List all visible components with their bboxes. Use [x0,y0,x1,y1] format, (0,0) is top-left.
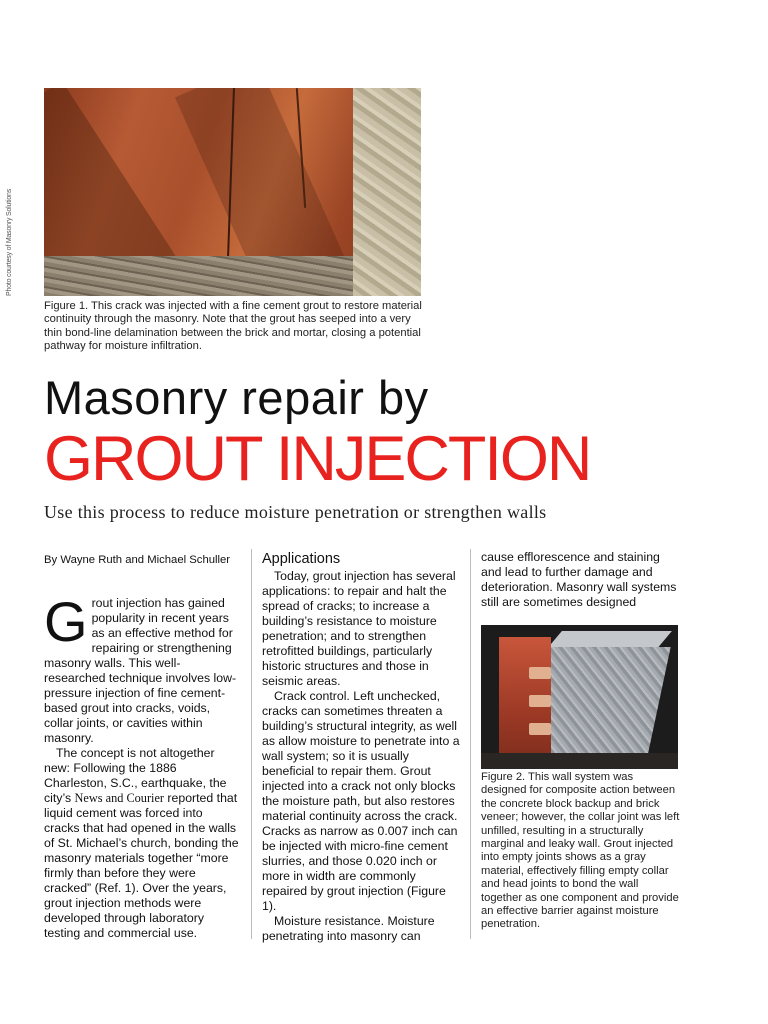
floor-shadow [481,753,678,769]
article-column-2 [262,551,460,944]
headline: Masonry repair by [44,371,429,424]
history-text-cont: reported that liquid cement was forced into cracks that had opened in the walls of St. Michael’s church, bonding the masonry materials together “more firmly than before they were cracked” (Ref. 1). Over the years, grout injection methods were developed through laboratory testing and commercial use. [44,791,239,940]
drop-cap: G [44,590,88,653]
figure2-caption: Figure 2. This wall system was designed for composite action between the concrete block backup and brick veneer; however, the collar joint was left unfilled, resulting in a structurally marginal and leaky wall. Grout injected into empty joints shows as a gray material, effectively filling empty collar and head joints to bond the wall together as one component and provide an effective barrier against moisture penetration. [481,771,680,931]
brick-core [529,695,551,707]
continuation-paragraph: cause efflorescence and staining and lead to further damage and deterioration. Masonry wall systems still are sometimes designed [481,550,677,609]
figure1-photo [44,88,421,296]
brick-core [529,723,551,735]
crack-control-paragraph: Crack control. Left unchecked, cracks can sometimes threaten a building’s structural integrity, as well as allow moisture to penetrate into a wall system; so it is usually beneficial to repair them. Grout injected into a crack not only blocks the moisture path, but also restores material continuity across the crack. Cracks as narrow as 0.007 inch can be injected with micro-fine cement slurries, and those 0.020 inch or more in width are commonly repaired by grout injection (Figure 1). [262,689,460,913]
history-paragraph [44,746,240,941]
applications-paragraph: Today, grout injection has several applications: to repair and halt the spread of cracks; to increase a building’s resistance to moisture penetration; and to strengthen retrofitted buildings, particularly historic structures and those in seismic areas. [262,569,456,688]
column-divider [470,549,471,939]
headline-emphasis: GROUT INJECTION [44,424,591,494]
byline: By Wayne Ruth and Michael Schuller [44,554,231,566]
mortar-joint [44,256,353,296]
brick-core [529,667,551,679]
intro-paragraph [44,590,240,746]
publication-name: News and Courier [74,791,165,805]
figure2-photo [481,625,678,769]
stone-block [353,88,421,296]
article-column-3 [481,550,681,610]
column-divider [251,549,252,939]
moisture-resistance-paragraph: Moisture resistance. Moisture penetrating into masonry can [262,914,435,943]
article-column-1 [44,553,240,941]
deck-subtitle: Use this process to reduce moisture penetration or strengthen walls [44,502,547,522]
figure1-caption: Figure 1. This crack was injected with a fine cement grout to restore material continuity through the masonry. Note that the grout has seeped into a very thin bond-line delamination between the brick and mortar, closing a potential pathway for moisture infiltration. [44,300,422,353]
intro-text: rout injection has gained popularity in recent years as an effective method for repairing or strengthening masonry walls. This well-researched technique involves low-pressure injection of fine cement-based grout into cracks, voids, collar joints, or cavities within masonry. [44,596,237,745]
section-heading: Applications [262,551,341,567]
photo-credit: Photo courtesy of Masonry Solutions [6,188,13,296]
brick-veneer [499,637,551,767]
history-text: The concept is not altogether new: Following the 1886 Charleston, S.C., earthquake, the city’s [44,746,227,805]
